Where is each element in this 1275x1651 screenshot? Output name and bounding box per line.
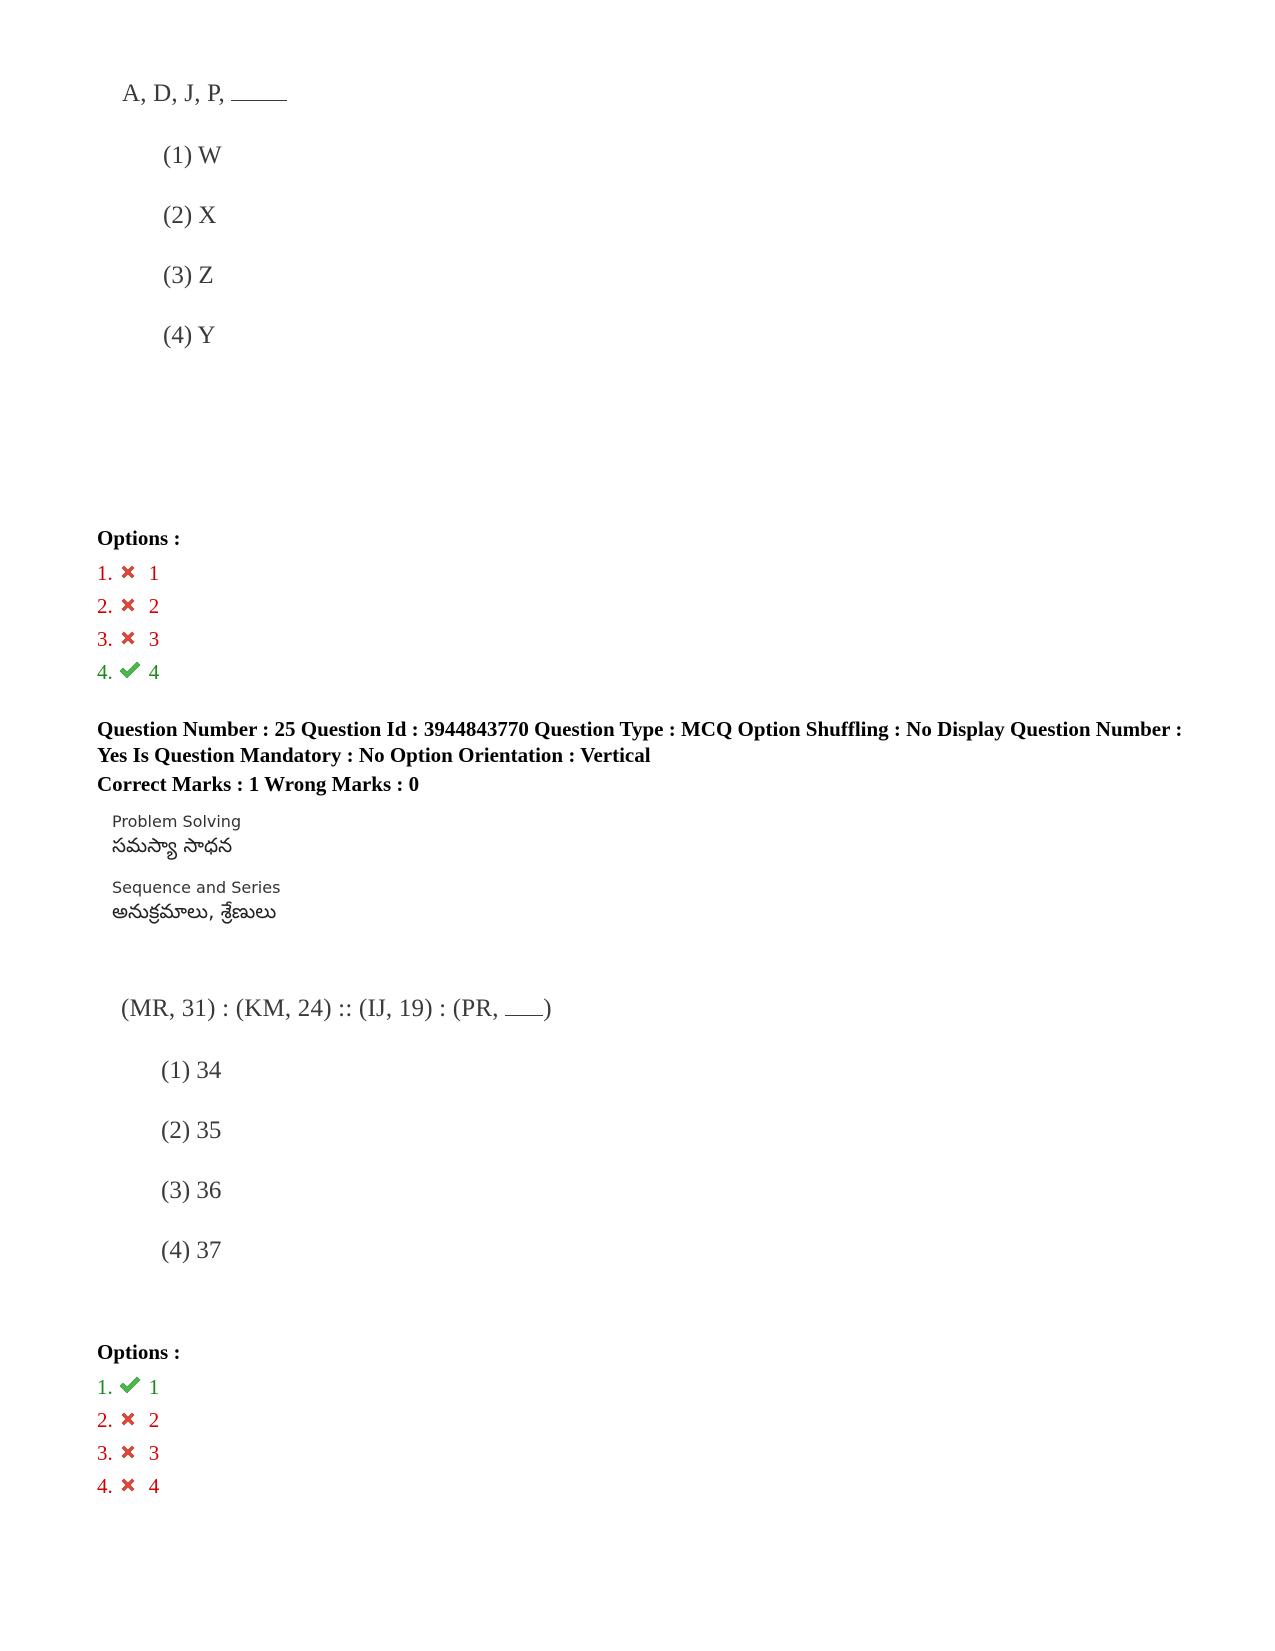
q25-options-title: Options : [97,1340,181,1364]
q24-option-3: (3) Z [163,262,214,289]
q25-option-3: (3) 36 [161,1177,222,1204]
cross-icon [119,1471,141,1493]
tag-topic-telugu: అనుక్రమాలు, శ్రేణులు [112,899,277,923]
q25-topic-tags [112,812,280,928]
q24-stem: A, D, J, P, [122,80,287,108]
answer-row: 3. 3 [97,623,159,656]
q24-options-title: Options : [97,526,181,550]
checkmark-icon [119,1372,141,1394]
q24-answer-list [97,557,159,689]
q25-marks: Correct Marks : 1 Wrong Marks : 0 [97,772,420,796]
tag-subject-label: Problem Solving [112,812,242,831]
answer-row: 4. 4 [97,656,159,689]
answer-blank [505,1015,543,1016]
cross-icon [119,624,141,646]
tag-topic-label: Sequence and Series [112,878,281,897]
q25-option-2: (2) 35 [161,1117,222,1144]
tag-subject-telugu: సమస్యా సాధన [112,833,233,857]
cross-icon [119,591,141,613]
q24-option-2: (2) X [163,202,217,229]
q24-option-1: (1) W [163,142,222,169]
answer-row: 2. 2 [97,590,159,623]
cross-icon [119,1405,141,1427]
answer-row: 4. 4 [97,1470,159,1503]
answer-blank [231,100,287,101]
cross-icon [119,1438,141,1460]
answer-row: 1. 1 [97,557,159,590]
cross-icon [119,558,141,580]
q24-option-4: (4) Y [163,322,216,349]
q25-option-4: (4) 37 [161,1237,222,1264]
q25-question-meta: Question Number : 25 Question Id : 3944843770 Question Type : MCQ Option Shuffling : No Display Question Number : Yes Is Question Mandatory : No Option Orientation : Vertical [97,717,1183,767]
answer-row: 3. 3 [97,1437,159,1470]
checkmark-icon [119,657,141,679]
answer-row: 2. 2 [97,1404,159,1437]
q25-stem: (MR, 31) : (KM, 24) :: (IJ, 19) : (PR, ) [121,995,552,1022]
q25-option-1: (1) 34 [161,1057,222,1084]
answer-row: 1. 1 [97,1371,159,1404]
q25-answer-list [97,1371,159,1503]
